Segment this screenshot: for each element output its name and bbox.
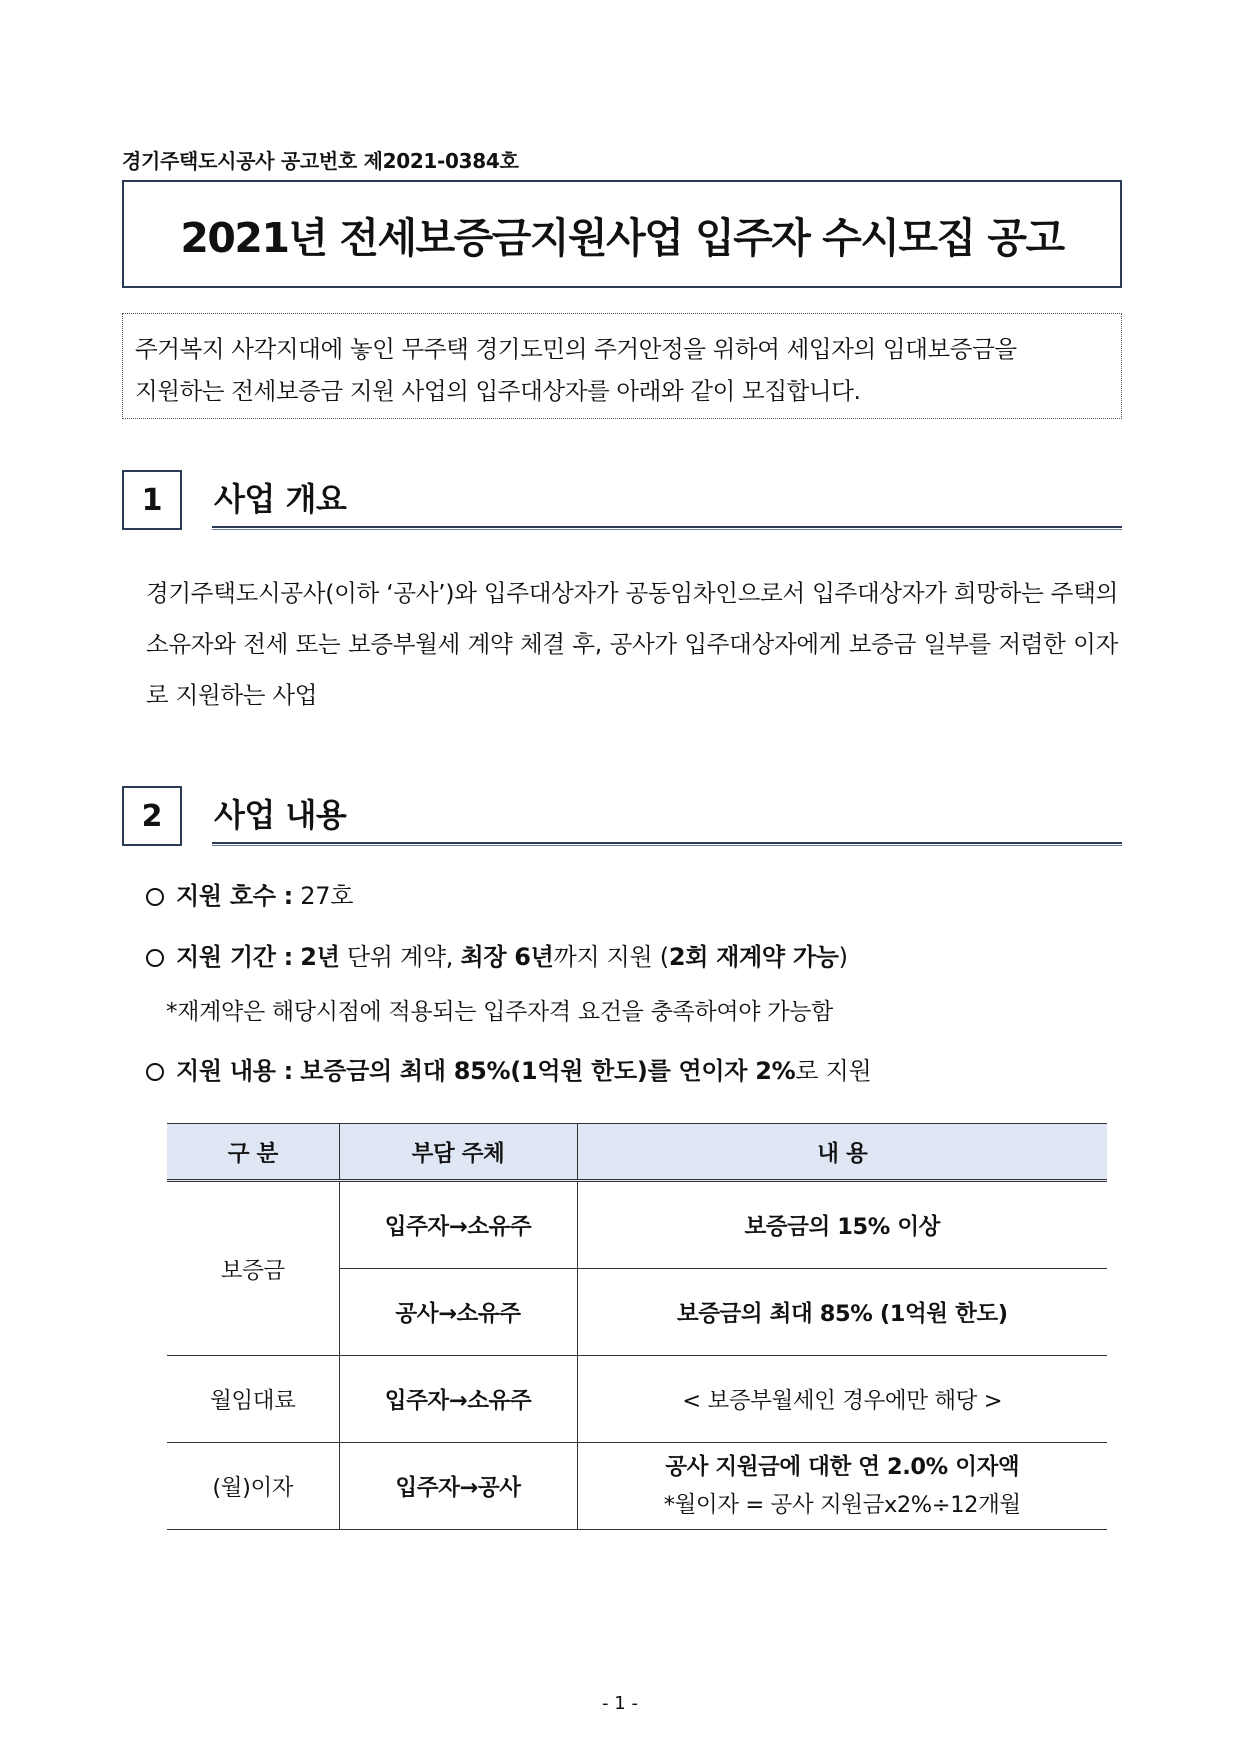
bullet-support-period xyxy=(146,937,848,972)
section-2-title: 사업 내용 xyxy=(214,796,347,834)
support-count-value: 27호 xyxy=(300,882,354,910)
table-header-category: 구 분 xyxy=(167,1124,339,1181)
support-period-label: 지원 기간 : xyxy=(176,943,293,971)
table-cell-content: < 보증부월세인 경우에만 해당 > xyxy=(577,1356,1107,1443)
support-count-label: 지원 호수 : xyxy=(176,882,293,910)
page-number: - 1 - xyxy=(602,1693,638,1714)
table-cell-payer: 공사→소유주 xyxy=(339,1269,577,1356)
section-1-title: 사업 개요 xyxy=(214,480,347,518)
support-period-text-3: ) xyxy=(838,943,848,971)
table-header-content: 내 용 xyxy=(577,1124,1107,1181)
table-cell-category: 월임대료 xyxy=(167,1356,339,1443)
notice-number: 경기주택도시공사 공고번호 제2021-0384호 xyxy=(122,149,519,173)
section-1-rule xyxy=(212,526,1122,530)
section-2-heading xyxy=(122,786,1122,848)
table-header-row xyxy=(167,1124,1107,1181)
table-cell-category: 보증금 xyxy=(167,1181,339,1356)
support-content-label: 지원 내용 : xyxy=(176,1057,293,1085)
support-content-value: 보증금의 최대 85%(1억원 한도)를 연이자 2% xyxy=(300,1057,796,1085)
support-period-max: 최장 6년 xyxy=(460,943,554,971)
section-2-rule xyxy=(212,842,1122,846)
circle-bullet-icon xyxy=(146,949,164,967)
section-1-number: 1 xyxy=(122,470,182,530)
intro-line-1: 주거복지 사각지대에 놓인 무주택 경기도민의 주거안정을 위하여 세입자의 임대보증금을 xyxy=(135,335,1017,363)
support-table xyxy=(167,1123,1107,1530)
bullet-support-count xyxy=(146,876,353,911)
table-cell-content: 보증금의 최대 85% (1억원 한도) xyxy=(577,1269,1107,1356)
table-cell-content: 보증금의 15% 이상 xyxy=(577,1181,1107,1269)
interest-formula-note: *월이자 = 공사 지원금x2%÷12개월 xyxy=(663,1492,1021,1518)
section-2-number: 2 xyxy=(122,786,182,846)
support-period-text-1: 단위 계약, xyxy=(339,943,461,971)
support-period-text-2: 까지 지원 ( xyxy=(553,943,669,971)
bullet-support-content xyxy=(146,1051,871,1086)
title-box xyxy=(122,180,1122,288)
document-title: 2021년 전세보증금지원사업 입주자 수시모집 공고 xyxy=(180,213,1064,262)
support-period-term: 2년 xyxy=(300,943,340,971)
circle-bullet-icon xyxy=(146,888,164,906)
support-content-suffix: 로 지원 xyxy=(795,1057,872,1085)
table-row xyxy=(167,1181,1107,1269)
table-cell-content xyxy=(577,1443,1107,1530)
section-1-heading xyxy=(122,470,1122,532)
support-period-renewal: 2회 재계약 가능 xyxy=(668,943,839,971)
table-cell-payer: 입주자→소유주 xyxy=(339,1181,577,1269)
intro-box xyxy=(122,313,1122,419)
table-cell-category: (월)이자 xyxy=(167,1443,339,1530)
table-cell-payer: 입주자→소유주 xyxy=(339,1356,577,1443)
renewal-note: *재계약은 해당시점에 적용되는 입주자격 요건을 충족하여야 가능함 xyxy=(166,999,833,1025)
table-header-payer: 부담 주체 xyxy=(339,1124,577,1181)
table-row xyxy=(167,1443,1107,1530)
circle-bullet-icon xyxy=(146,1063,164,1081)
intro-line-2: 지원하는 전세보증금 지원 사업의 입주대상자를 아래와 같이 모집합니다. xyxy=(135,377,861,405)
section-1-body: 경기주택도시공사(이하 ‘공사’)와 입주대상자가 공동임차인으로서 입주대상자가 희망하는 주택의 소유자와 전세 또는 보증부월세 계약 체결 후, 공사가 입주대상자에게 보증금 일부를 저렴한 이자로 지원하는 사업 xyxy=(146,579,1118,709)
table-row xyxy=(167,1356,1107,1443)
table-cell-payer: 입주자→공사 xyxy=(339,1443,577,1530)
interest-content: 공사 지원금에 대한 연 2.0% 이자액 xyxy=(665,1454,1020,1480)
